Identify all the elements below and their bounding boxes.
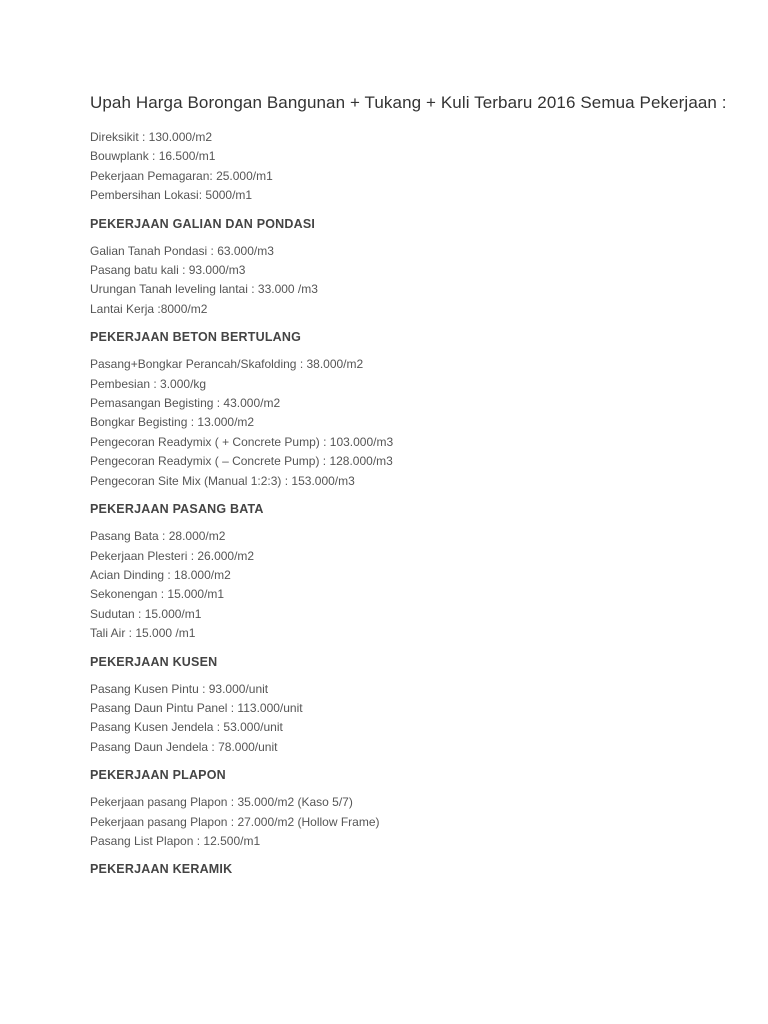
- section-plapon: [90, 757, 730, 851]
- list-item: Pembersihan Lokasi: 5000/m1: [90, 188, 253, 203]
- document-page: [90, 92, 730, 887]
- list-item: Pemasangan Begisting : 43.000/m2: [90, 396, 281, 411]
- section-list: [90, 793, 730, 851]
- section-heading: PEKERJAAN PLAPON: [90, 768, 226, 783]
- list-item: Pekerjaan pasang Plapon : 27.000/m2 (Hollow Frame): [90, 814, 380, 829]
- list-item: Pengecoran Readymix ( – Concrete Pump) : 128.000/m3: [90, 454, 393, 469]
- section-heading: PEKERJAAN GALIAN DAN PONDASI: [90, 216, 316, 231]
- section-list: [90, 242, 730, 320]
- section-heading: PEKERJAAN KERAMIK: [90, 862, 233, 877]
- list-item: Sudutan : 15.000/m1: [90, 606, 202, 621]
- list-item: Pasang Daun Jendela : 78.000/unit: [90, 739, 278, 754]
- list-item: Pekerjaan Plesteri : 26.000/m2: [90, 548, 255, 563]
- list-item: Pasang Bata : 28.000/m2: [90, 529, 226, 544]
- list-item: Pasang Daun Pintu Panel : 113.000/unit: [90, 700, 303, 715]
- list-item: Pengecoran Site Mix (Manual 1:2:3) : 153.000/m3: [90, 473, 355, 488]
- list-item: Direksikit : 130.000/m2: [90, 130, 213, 144]
- list-item: Bouwplank : 16.500/m1: [90, 149, 216, 164]
- list-item: Galian Tanah Pondasi : 63.000/m3: [90, 243, 274, 258]
- list-item: Pasang List Plapon : 12.500/m1: [90, 833, 261, 848]
- intro-list: [90, 128, 730, 206]
- list-item: Pekerjaan Pemagaran: 25.000/m1: [90, 168, 273, 183]
- list-item: Pasang+Bongkar Perancah/Skafolding : 38.000/m2: [90, 357, 364, 372]
- list-item: Pasang Kusen Jendela : 53.000/unit: [90, 720, 283, 735]
- section-list: [90, 355, 730, 491]
- section-galian-pondasi: [90, 206, 730, 320]
- list-item: Pembesian : 3.000/kg: [90, 376, 207, 391]
- list-item: Acian Dinding : 18.000/m2: [90, 567, 231, 582]
- section-keramik: [90, 851, 730, 887]
- section-pasang-bata: [90, 491, 730, 643]
- section-kusen: [90, 644, 730, 758]
- list-item: Pengecoran Readymix ( + Concrete Pump) : 103.000/m3: [90, 434, 394, 449]
- section-list: [90, 680, 730, 758]
- list-item: Sekonengan : 15.000/m1: [90, 587, 225, 602]
- list-item: Pekerjaan pasang Plapon : 35.000/m2 (Kaso 5/7): [90, 795, 353, 810]
- list-item: Bongkar Begisting : 13.000/m2: [90, 415, 255, 430]
- section-heading: PEKERJAAN BETON BERTULANG: [90, 330, 302, 345]
- section-list: [90, 527, 730, 643]
- list-item: Urungan Tanah leveling lantai : 33.000 /m3: [90, 282, 318, 297]
- list-item: Tali Air : 15.000 /m1: [90, 626, 196, 641]
- section-heading: PEKERJAAN KUSEN: [90, 654, 218, 669]
- document-title: Upah Harga Borongan Bangunan + Tukang + Kuli Terbaru 2016 Semua Pekerjaan :: [90, 93, 727, 112]
- list-item: Lantai Kerja :8000/m2: [90, 301, 208, 316]
- list-item: Pasang Kusen Pintu : 93.000/unit: [90, 681, 269, 696]
- section-beton-bertulang: [90, 319, 730, 491]
- list-item: Pasang batu kali : 93.000/m3: [90, 263, 246, 278]
- section-heading: PEKERJAAN PASANG BATA: [90, 502, 264, 517]
